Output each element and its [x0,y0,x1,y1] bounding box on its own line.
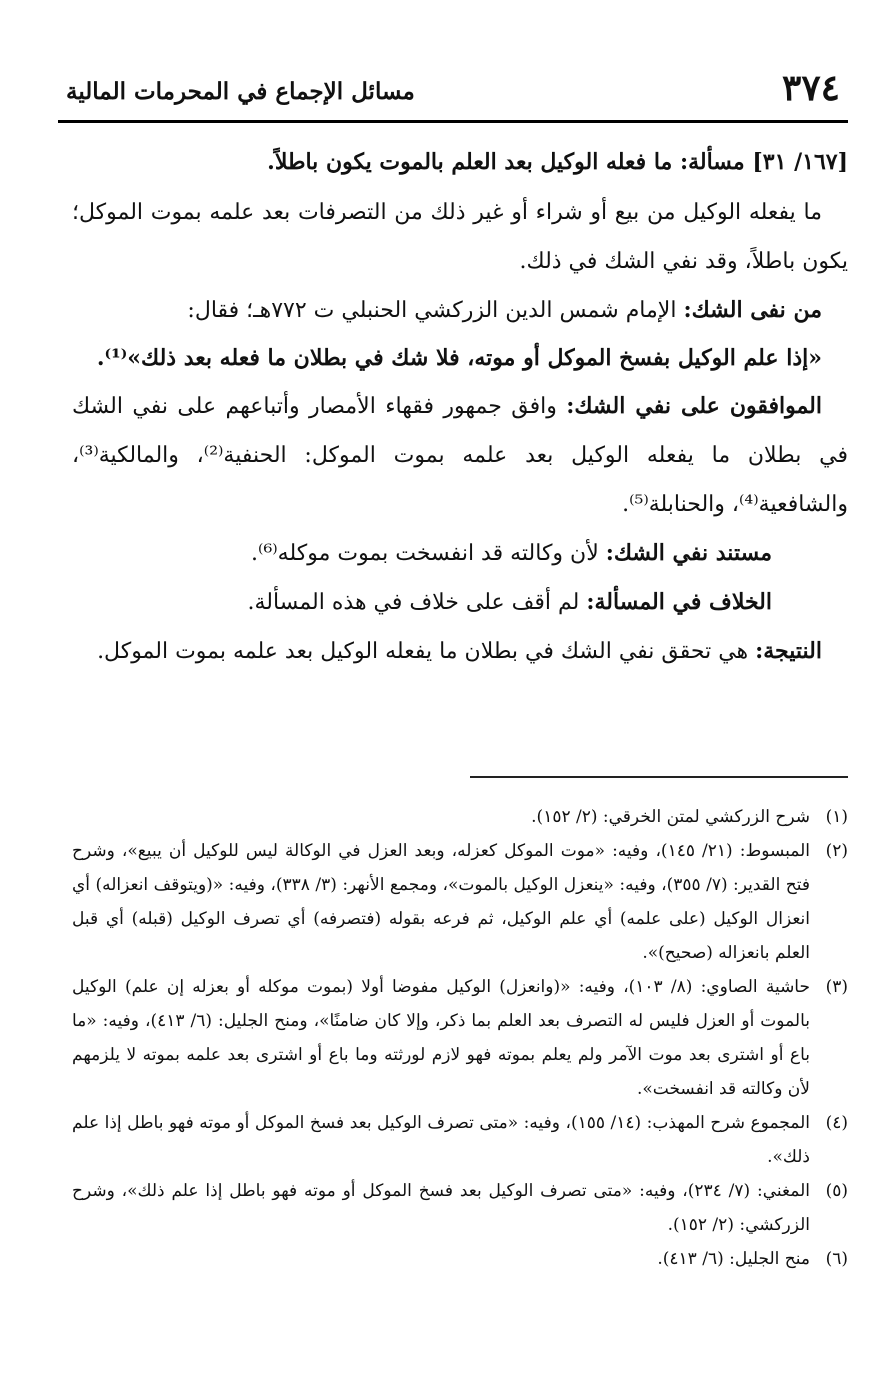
footnote [72,970,848,1106]
denier-quote [72,335,848,382]
paragraph-basis [72,529,848,578]
footnote-text: المجموع شرح المهذب: (١٤/ ١٥٥)، وفيه: «متى تصرف الوكيل بعد فسخ الموكل أو موته فهو باطل إذا علم ذلك». [72,1113,810,1167]
paragraph-dispute [72,578,848,627]
basis-text: لأن وكالته قد انفسخت بموت موكله⁽⁶⁾. [251,541,606,566]
footnote-text: حاشية الصاوي: (٨/ ١٠٣)، وفيه: «(وانعزل) الوكيل مفوضا أولا (بموت موكله أو بعزله إن علم) الوكيل بالموت أو العزل فليس له التصرف بعد العلم بما ذكر، وإلا كان ضامنًا»، ومنح الجليل: (٦/ ٤١٣)، وفيه: «ما باع أو اشترى بعد موت الآمر ولم يعلم بموته فهو لازم لورثته وما باع أو اشترى بعد علمه بموته لا يلزمهم لأن وكالته قد انفسخت». [72,977,811,1099]
running-title: مسائل الإجماع في المحرمات المالية [66,78,415,105]
result-label: النتيجة: [755,638,822,664]
issue-title: [١٦٧/ ٣١] مسألة: ما فعله الوكيل بعد العلم بالموت يكون باطلاً. [267,149,848,175]
footnote-text: منح الجليل: (٦/ ٤١٣). [657,1249,810,1269]
footnote-divider [470,776,848,778]
footnote [72,834,848,970]
footnotes [72,800,848,1276]
denier-text: الإمام شمس الدين الزركشي الحنبلي ت ٧٧٢هـ؛ فقال: [187,298,684,323]
page-header [58,62,848,118]
dispute-label: الخلاف في المسألة: [586,589,772,615]
main-text [72,140,848,676]
footnote [72,1174,848,1242]
paragraph-result [72,627,848,676]
footnote-number: (١) [825,807,848,827]
footnote [72,800,848,834]
agreeing-label: الموافقون على نفي الشك: [566,393,822,419]
paragraph-agreeing [72,382,848,529]
paragraph-statement: ما يفعله الوكيل من بيع أو شراء أو غير ذلك من التصرفات بعد علمه بموت الموكل؛ يكون باطلاً، وقد نفي الشك في ذلك. [72,200,848,274]
footnote-number: (٥) [825,1181,848,1201]
footnote-number: (٢) [825,841,848,861]
footnote-text: المغني: (٧/ ٢٣٤)، وفيه: «متى تصرف الوكيل بعد فسخ الموكل أو موته فهو باطل إذا علم ذلك»، وشرح الزركشي: (٢/ ١٥٢). [72,1181,810,1235]
result-text: هي تحقق نفي الشك في بطلان ما يفعله الوكيل بعد علمه بموت الموكل. [97,639,756,664]
footnote [72,1242,848,1276]
agreeing-text: وافق جمهور فقهاء الأمصار وأتباعهم على نفي الشك في بطلان ما يفعله الوكيل بعد علمه بموت الموكل: الحنفية⁽²⁾، والمالكية⁽³⁾، والشافعية⁽⁴⁾، والحنابلة⁽⁵⁾. [72,394,848,517]
header-divider [58,120,848,123]
denier-quote-text: «إذا علم الوكيل بفسخ الموكل أو موته، فلا شك في بطلان ما فعله بعد ذلك»⁽¹⁾. [96,345,822,371]
paragraph-denier [72,286,848,335]
page-number: ٣٧٤ [781,67,840,109]
denier-label: من نفى الشك: [683,297,822,323]
footnote [72,1106,848,1174]
footnote-number: (٣) [825,977,848,997]
footnote-text: شرح الزركشي لمتن الخرقي: (٢/ ١٥٢). [531,807,810,827]
footnote-number: (٦) [825,1249,848,1269]
footnote-text: المبسوط: (٢١/ ١٤٥)، وفيه: «موت الموكل كعزله، وبعد العزل في الوكالة ليس للوكيل أن يبيع»، وشرح فتح القدير: (٧/ ٣٥٥)، وفيه: «ينعزل الوكيل بالموت»، ومجمع الأنهر: (٣/ ٣٣٨)، وفيه: «(ويتوقف انعزاله) أي انعزال الوكيل (على علمه) أي علم الوكيل، ثم فرعه بقوله (فتصرفه) أي تصرف الوكيل (قبله) أي قبل العلم بانعزاله (صحيح)». [72,841,811,963]
dispute-text: لم أقف على خلاف في هذه المسألة. [247,590,587,615]
footnote-number: (٤) [825,1113,848,1133]
basis-label: مستند نفي الشك: [605,540,772,566]
